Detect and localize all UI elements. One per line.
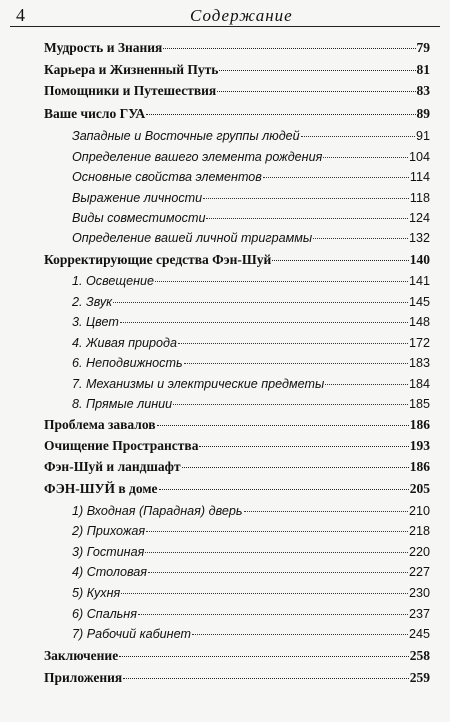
entry-title: Корректирующие средства Фэн-Шуй [44,252,272,267]
entry-page-number: 186 [409,459,430,474]
dot-leader [146,531,408,532]
entry-title: 1. Освещение [72,274,155,288]
toc-section-entry [72,624,430,644]
entry-title: 4. Живая природа [72,336,177,350]
entry-page-number: 237 [408,607,430,621]
entry-title: Очищение Пространства [44,438,199,453]
entry-page-number: 89 [416,106,430,121]
toc-section-entry [72,333,430,353]
entry-page-number: 259 [409,670,430,685]
entry-page-number: 210 [408,504,430,518]
entry-page-number: 140 [409,252,430,267]
dot-leader [113,302,408,303]
dot-leader [159,489,409,490]
entry-title: Мудрость и Знания [44,40,163,55]
toc-chapter-entry [44,646,430,666]
dot-leader [217,91,415,92]
toc-chapter-entry [44,38,430,58]
toc-section-entry [72,208,430,228]
toc-chapter-entry [44,415,430,435]
dot-leader [244,511,408,512]
dot-leader [219,70,415,71]
toc-section-entry [72,271,430,291]
entry-title: 4) Столовая [72,565,148,579]
toc-chapter-entry [44,479,430,499]
toc-section-entry [72,542,430,562]
entry-title: Проблема завалов [44,417,156,432]
entry-page-number: 193 [409,438,430,453]
toc-chapter-entry [44,81,430,101]
entry-page-number: 145 [408,295,430,309]
toc-section-entry [72,604,430,624]
entry-page-number: 220 [408,545,430,559]
toc-section-entry [72,126,430,146]
entry-title: Определение вашей личной триграммы [72,231,313,245]
toc-section-entry [72,188,430,208]
toc-section-entry [72,583,430,603]
entry-page-number: 91 [415,129,430,143]
entry-title: 2) Прихожая [72,524,146,538]
entry-title: 6. Неподвижность [72,356,183,370]
dot-leader [146,114,415,115]
toc-section-entry [72,501,430,521]
dot-leader [138,614,408,615]
dot-leader [148,572,408,573]
dot-leader [313,238,408,239]
toc-section-entry [72,167,430,187]
entry-page-number: 79 [416,40,430,55]
toc-chapter-entry [44,250,430,270]
entry-title: Карьера и Жизненный Путь [44,62,219,77]
toc-section-entry [72,292,430,312]
entry-title: Заключение [44,648,119,663]
dot-leader [145,552,408,553]
toc-chapter-entry [44,436,430,456]
dot-leader [178,343,408,344]
entry-page-number: 141 [408,274,430,288]
entry-page-number: 230 [408,586,430,600]
entry-title: Помощники и Путешествия [44,83,217,98]
dot-leader [157,425,409,426]
toc-section-entry [72,374,430,394]
entry-title: Ваше число ГУА [44,106,146,121]
running-title: Содержание [190,6,293,25]
entry-title: Определение вашего элемента рождения [72,150,323,164]
toc-section-entry [72,521,430,541]
dot-leader [199,446,408,447]
entry-title: 7. Механизмы и электрические предметы [72,377,325,391]
dot-leader [206,218,408,219]
toc-section-entry [72,353,430,373]
toc-section-entry [72,228,430,248]
entry-page-number: 205 [409,481,430,496]
entry-page-number: 104 [408,150,430,164]
entry-title: 3. Цвет [72,315,119,329]
toc-chapter-entry [44,60,430,80]
entry-page-number: 114 [409,170,430,184]
entry-title: Основные свойства элементов [72,170,262,184]
entry-page-number: 83 [416,83,430,98]
dot-leader [155,281,408,282]
dot-leader [119,656,409,657]
dot-leader [120,322,408,323]
entry-page-number: 172 [408,336,430,350]
entry-page-number: 185 [408,397,430,411]
entry-title: 5) Кухня [72,586,121,600]
entry-page-number: 81 [416,62,430,77]
entry-page-number: 227 [408,565,430,579]
dot-leader [203,198,409,199]
entry-title: Выражение личности [72,191,203,205]
toc-chapter-entry [44,104,430,124]
dot-leader [323,157,408,158]
toc-chapter-entry [44,668,430,688]
entry-title: 1) Входная (Парадная) дверь [72,504,243,518]
dot-leader [184,363,408,364]
dot-leader [301,136,415,137]
entry-page-number: 132 [408,231,430,245]
entry-page-number: 184 [408,377,430,391]
entry-page-number: 124 [408,211,430,225]
entry-title: Виды совместимости [72,211,206,225]
toc-section-entry [72,394,430,414]
entry-page-number: 118 [409,191,430,205]
entry-title: Западные и Восточные группы людей [72,129,300,143]
page-number: 4 [16,5,25,25]
dot-leader [263,177,409,178]
dot-leader [173,404,408,405]
entry-page-number: 148 [408,315,430,329]
toc-chapter-entry [44,457,430,477]
dot-leader [123,678,409,679]
entry-page-number: 183 [408,356,430,370]
entry-title: ФЭН-ШУЙ в доме [44,481,158,496]
entry-title: 8. Прямые линии [72,397,173,411]
entry-title: 6) Спальня [72,607,137,621]
dot-leader [325,384,408,385]
toc-section-entry [72,147,430,167]
dot-leader [272,260,409,261]
dot-leader [163,48,415,49]
entry-page-number: 218 [408,524,430,538]
entry-title: 7) Рабочий кабинет [72,627,191,641]
dot-leader [182,467,409,468]
entry-title: 2. Звук [72,295,113,309]
dot-leader [192,634,408,635]
entry-page-number: 245 [408,627,430,641]
toc-section-entry [72,312,430,332]
entry-title: Приложения [44,670,123,685]
entry-title: Фэн-Шуй и ландшафт [44,459,181,474]
entry-page-number: 186 [409,417,430,432]
entry-title: 3) Гостиная [72,545,145,559]
entry-page-number: 258 [409,648,430,663]
toc-section-entry [72,562,430,582]
dot-leader [121,593,408,594]
